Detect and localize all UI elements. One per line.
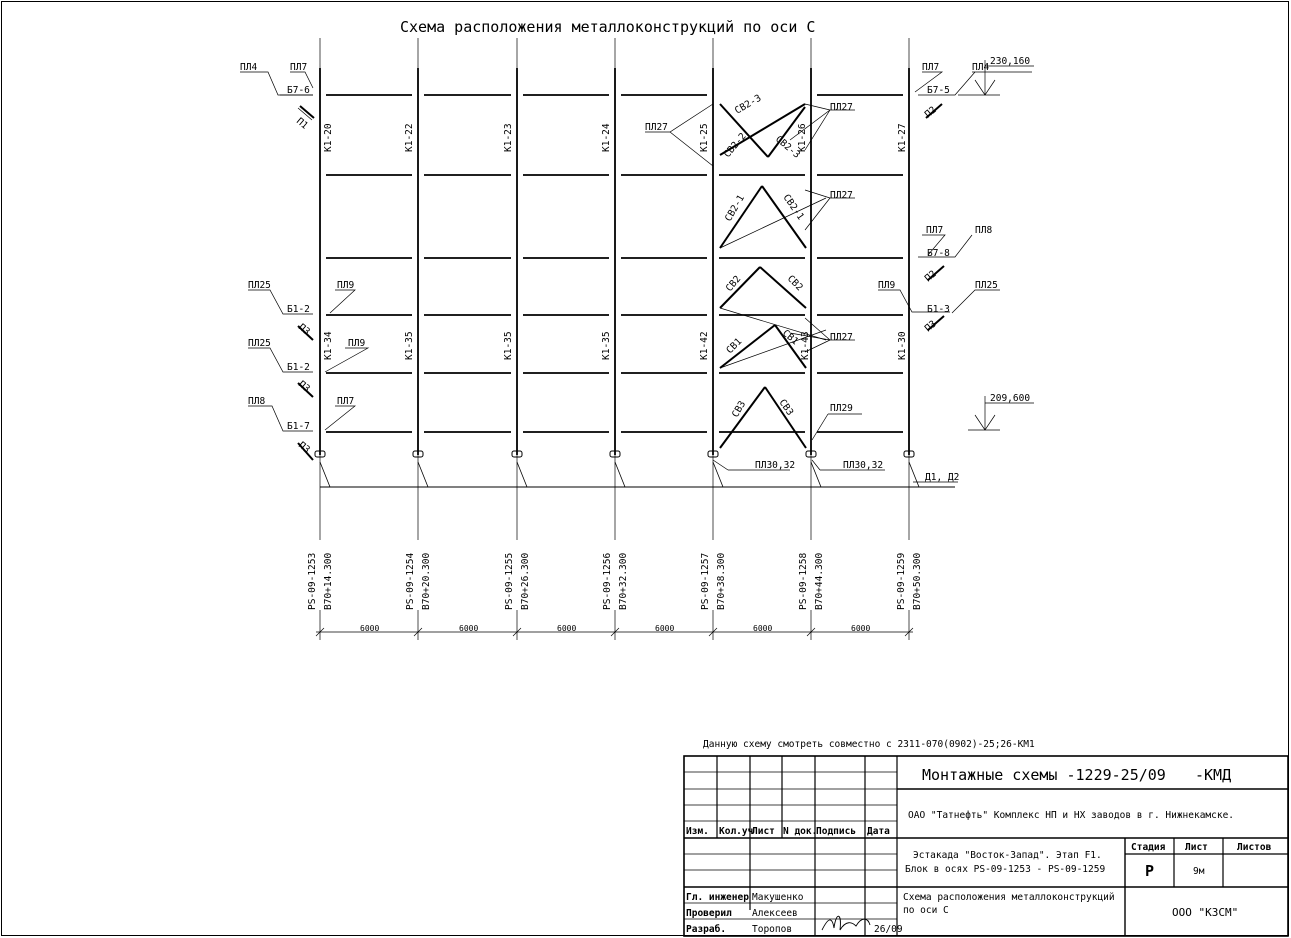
columns-1-mark-mid-label: К1-35: [404, 331, 415, 360]
bracing-sv1b-label: СВ1: [780, 327, 801, 348]
right-labels-pl25-label: ПЛ25: [975, 280, 998, 291]
bracing-sv2-2-label: СВ2-2: [721, 130, 749, 160]
stamp-roles-2-name-label: Торопов: [752, 924, 793, 935]
left-labels-pl4-label: ПЛ4: [240, 62, 258, 73]
right-labels-pl7-mid-label: ПЛ7: [926, 225, 944, 236]
bracing-pl30-b-label: ПЛ30,32: [843, 460, 884, 471]
left-labels-pl25-a-label: ПЛ25: [248, 280, 271, 291]
left-labels-pl9-a-label: ПЛ9: [337, 280, 355, 291]
stamp-sheets-hdr-label: Листов: [1237, 842, 1272, 853]
right-labels-pl9-label: ПЛ9: [878, 280, 896, 291]
columns-6-mark-mid-label: К1-30: [897, 331, 908, 360]
columns-5-mark-mid-label: К1-43: [800, 331, 811, 360]
stamp-doc-suffix-label: -КМД: [1195, 766, 1232, 784]
left-labels-p1-label: П1: [294, 115, 310, 132]
stamp-stage-label: Р: [1145, 862, 1155, 880]
columns-3-support-label: PS-09-1256: [602, 552, 613, 610]
bracing-sv2a-label: СВ2: [723, 273, 744, 294]
left-labels-p3-c-label: П3: [296, 439, 312, 456]
columns-6-station-label: В70+50.300: [912, 552, 923, 610]
right-labels-p2-top-label: П2: [922, 104, 939, 121]
columns-5-support-label: PS-09-1258: [798, 552, 809, 610]
stamp-sheet-label: 9м: [1193, 866, 1205, 877]
stamp-object-line2-label: Блок в осях PS-09-1253 - PS-09-1259: [905, 864, 1106, 875]
stamp-headers-podpis-label: Подпись: [816, 826, 857, 837]
columns-1-support-label: PS-09-1254: [405, 552, 416, 610]
spans-3-label: 6000: [655, 624, 675, 633]
stamp-company-label: ООО "КЗСМ": [1172, 906, 1239, 919]
stamp-roles-2-date-label: 26/09: [874, 924, 903, 935]
right-labels-p3-label: П3: [922, 318, 939, 335]
bracing-sv2b-label: СВ2: [784, 273, 805, 294]
left-labels-pl9-b-label: ПЛ9: [348, 338, 366, 349]
columns-0-station-label: В70+14.300: [323, 552, 334, 610]
elevation-top: 230,160: [990, 56, 1031, 67]
axis-labels: [307, 553, 923, 610]
left-labels-pl8-label: ПЛ8: [248, 396, 266, 407]
left-labels-p3-b-label: П3: [296, 378, 312, 395]
columns-0-mark-mid-label: К1-34: [323, 331, 334, 360]
sheet-frame: [2, 2, 1289, 936]
stamp-roles-2-role-label: Разраб.: [686, 924, 727, 935]
stamp-roles-1-name-label: Алексеев: [752, 908, 798, 919]
columns-2-mark-top-label: К1-23: [503, 123, 514, 152]
stamp-doc-code-label: Монтажные схемы -1229-25/09: [922, 766, 1166, 784]
stamp-roles-0-name-label: Макушенко: [752, 892, 804, 903]
stamp-sheet-hdr-label: Лист: [1185, 842, 1208, 853]
right-labels-d1d2-label: Д1, Д2: [925, 472, 960, 483]
columns-2-mark-mid-label: К1-35: [503, 331, 514, 360]
bracing-sv2-3b-label: СВ2-3: [773, 133, 803, 161]
right-labels-b7-8-label: Б7-8: [927, 248, 950, 259]
bracing-pl27-r3-label: ПЛ27: [830, 332, 853, 343]
columns-1-mark-top-label: К1-22: [404, 123, 415, 152]
bracing-sv2-1b-label: СВ2-1: [780, 192, 806, 223]
columns-4-support-label: PS-09-1257: [700, 552, 711, 610]
stamp-headers-kol-label: Кол.уч: [719, 826, 754, 837]
columns-5-mark-top-label: К1-26: [797, 123, 808, 152]
stamp-headers-ndok-label: N док.: [783, 826, 818, 837]
left-labels-b1-7-label: Б1-7: [287, 421, 310, 432]
right-labels-p2-mid-label: П2: [922, 268, 939, 285]
columns-2-support-label: PS-09-1255: [504, 552, 515, 610]
columns-2-station-label: В70+26.300: [520, 552, 531, 610]
columns-0-support-label: PS-09-1253: [307, 552, 318, 610]
bracing-pl27-r1-label: ПЛ27: [830, 102, 853, 113]
right-labels-b7-5-label: Б7-5: [927, 85, 950, 96]
left-labels-p3-a-label: П3: [296, 321, 312, 338]
bracing-sv3a-label: СВ3: [730, 399, 749, 420]
columns-3-mark-top-label: К1-24: [601, 123, 612, 152]
right-labels-pl8-label: ПЛ8: [975, 225, 993, 236]
left-labels-b1-2-a-label: Б1-2: [287, 304, 310, 315]
right-labels-pl4-label: ПЛ4: [972, 62, 990, 73]
bracing-sv2-1a-label: СВ2-1: [723, 193, 747, 224]
columns-4-station-label: В70+38.300: [716, 552, 727, 610]
right-labels-pl7-top-label: ПЛ7: [922, 62, 940, 73]
spans-4-label: 6000: [753, 624, 773, 633]
stamp-sheet-title-1-label: Схема расположения металлоконструкций: [903, 892, 1115, 903]
bracing-pl27-left-label: ПЛ27: [645, 122, 668, 133]
bracing-pl27-r2-label: ПЛ27: [830, 190, 853, 201]
columns-6-support-label: PS-09-1259: [896, 552, 907, 610]
stamp-note: Данную схему смотреть совместно с 2311-070(0902)-25;26-КМ1: [703, 739, 1035, 750]
stamp-headers-data-label: Дата: [867, 826, 890, 837]
stamp-object-line1-label: Эстакада "Восток-Запад". Этап F1.: [913, 850, 1102, 861]
spans-5-label: 6000: [851, 624, 871, 633]
columns-0-mark-top-label: К1-20: [323, 123, 334, 152]
elevation-bottom: 209,600: [990, 393, 1031, 404]
right-labels-b1-3-label: Б1-3: [927, 304, 950, 315]
annotations: [240, 56, 1030, 483]
stamp-roles-1-role-label: Проверил: [686, 908, 732, 919]
left-labels-pl7-top-label: ПЛ7: [290, 62, 308, 73]
columns-1-station-label: В70+20.300: [421, 552, 432, 610]
stamp-roles-0-role-label: Гл. инженер: [686, 892, 749, 903]
spans-1-label: 6000: [459, 624, 479, 633]
columns-6-mark-top-label: К1-27: [897, 123, 908, 152]
left-labels-pl7-bot-label: ПЛ7: [337, 396, 355, 407]
stamp-customer-label: ОАО "Татнефть" Комплекс НП и НХ заводов в г. Нижнекамске.: [908, 810, 1235, 821]
bracing-sv3b-label: СВ3: [776, 397, 796, 418]
columns-4-mark-top-label: К1-25: [699, 123, 710, 152]
stamp-sheet-title-2-label: по оси С: [903, 905, 949, 916]
bracing-pl29-label: ПЛ29: [830, 403, 853, 414]
drawing-title: Схема расположения металлоконструкций по оси С: [400, 18, 816, 36]
columns-5-station-label: В70+44.300: [814, 552, 825, 610]
stamp-headers-izm-label: Изм.: [686, 826, 709, 837]
left-labels-b7-6-label: Б7-6: [287, 85, 310, 96]
bracing-sv2-3-label: СВ2-3: [733, 92, 764, 117]
stamp-stage-hdr-label: Стадия: [1131, 842, 1166, 853]
columns-3-station-label: В70+32.300: [618, 552, 629, 610]
columns-4-mark-mid-label: К1-42: [699, 331, 710, 360]
columns-3-mark-mid-label: К1-35: [601, 331, 612, 360]
spans-0-label: 6000: [360, 624, 380, 633]
spans-2-label: 6000: [557, 624, 577, 633]
title-block: [684, 739, 1288, 936]
bracing-pl30-a-label: ПЛ30,32: [755, 460, 796, 471]
bracing-sv1a-label: СВ1: [724, 336, 745, 357]
signature: [822, 916, 870, 930]
left-labels-b1-2-b-label: Б1-2: [287, 362, 310, 373]
stamp-headers-list-label: Лист: [752, 826, 775, 837]
left-labels-pl25-b-label: ПЛ25: [248, 338, 271, 349]
